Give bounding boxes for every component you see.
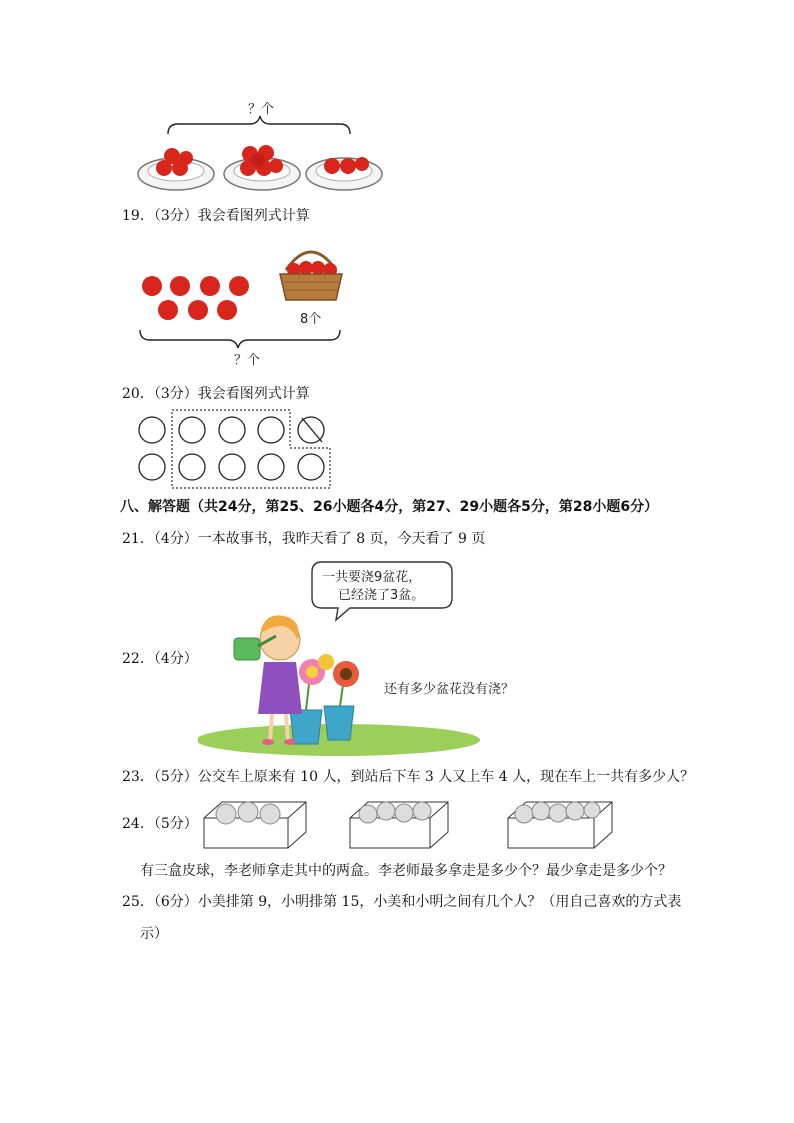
question-score: （3分） <box>153 208 198 224</box>
question-21 <box>122 529 485 549</box>
question-number: 21． <box>122 531 154 547</box>
illustration-question: 还有多少盆花没有浇？ <box>384 682 515 697</box>
ball-box-3 <box>508 802 612 848</box>
question-22 <box>122 649 198 669</box>
bubble-line-2: 已经浇了3盆。 <box>338 588 425 603</box>
basket-label: 8个 <box>300 312 322 327</box>
dotted-group-outline <box>172 410 330 488</box>
question-score: （5分） <box>153 816 198 832</box>
question-text: 一本故事书，我昨天看了 8 页，今天看了 9 页 <box>197 531 486 547</box>
ball-box-2 <box>350 802 448 848</box>
question-20 <box>122 384 310 404</box>
question-24 <box>122 814 198 834</box>
question-25 <box>122 892 681 912</box>
question-score: （3分） <box>153 386 198 402</box>
question-number: 19． <box>122 208 154 224</box>
basket-icon <box>280 252 342 300</box>
question-number: 22． <box>122 651 154 667</box>
apple-plates-figure <box>136 96 384 196</box>
plate-left <box>138 148 214 190</box>
question-number: 20． <box>122 386 154 402</box>
loose-apples <box>142 276 249 320</box>
question-score: （4分） <box>153 651 198 667</box>
pot-right <box>324 706 354 740</box>
section-heading: 八、解答题（共24分，第25、26小题各4分，第27、29小题各5分，第28小题6分） <box>120 499 659 515</box>
question-text: 我会看图列式计算 <box>197 208 310 224</box>
flower-icon <box>299 654 359 687</box>
question-25-text-continued: 示） <box>140 926 168 942</box>
apples-brace <box>140 330 340 348</box>
question-19 <box>122 206 310 226</box>
circle-shapes <box>139 417 324 480</box>
question-text: 小美排第 9，小明排第 15，小美和小明之间有几个人？（用自己喜欢的方式表 <box>197 894 682 910</box>
apples-basket-figure <box>136 238 346 368</box>
ball-box-1 <box>204 802 306 848</box>
bubble-line-1: 一共要浇9盆花， <box>322 570 422 585</box>
question-text: 我会看图列式计算 <box>197 386 310 402</box>
pot-left <box>290 710 322 744</box>
plates-brace-label: ？个 <box>248 102 275 117</box>
watering-girl-illustration <box>198 554 538 760</box>
plates-brace <box>168 116 350 134</box>
question-number: 24． <box>122 816 154 832</box>
question-number: 23． <box>122 769 154 785</box>
circles-figure <box>136 406 336 492</box>
apples-brace-label: ？个 <box>234 353 261 368</box>
ball-boxes-figure <box>202 798 616 854</box>
question-score: （6分） <box>153 894 198 910</box>
plate-right <box>306 157 382 190</box>
question-24-text: 有三盒皮球，李老师拿走其中的两盒。李老师最多拿走是多少个？最少拿走是多少个？ <box>140 863 672 879</box>
question-score: （5分） <box>153 769 198 785</box>
question-text: 公交车上原来有 10 人，到站后下车 3 人又上车 4 人，现在车上一共有多少人？ <box>197 769 695 785</box>
question-23 <box>122 767 694 787</box>
question-score: （4分） <box>153 531 198 547</box>
question-number: 25． <box>122 894 154 910</box>
crossed-out-mark <box>302 418 322 442</box>
plate-middle <box>224 145 300 190</box>
